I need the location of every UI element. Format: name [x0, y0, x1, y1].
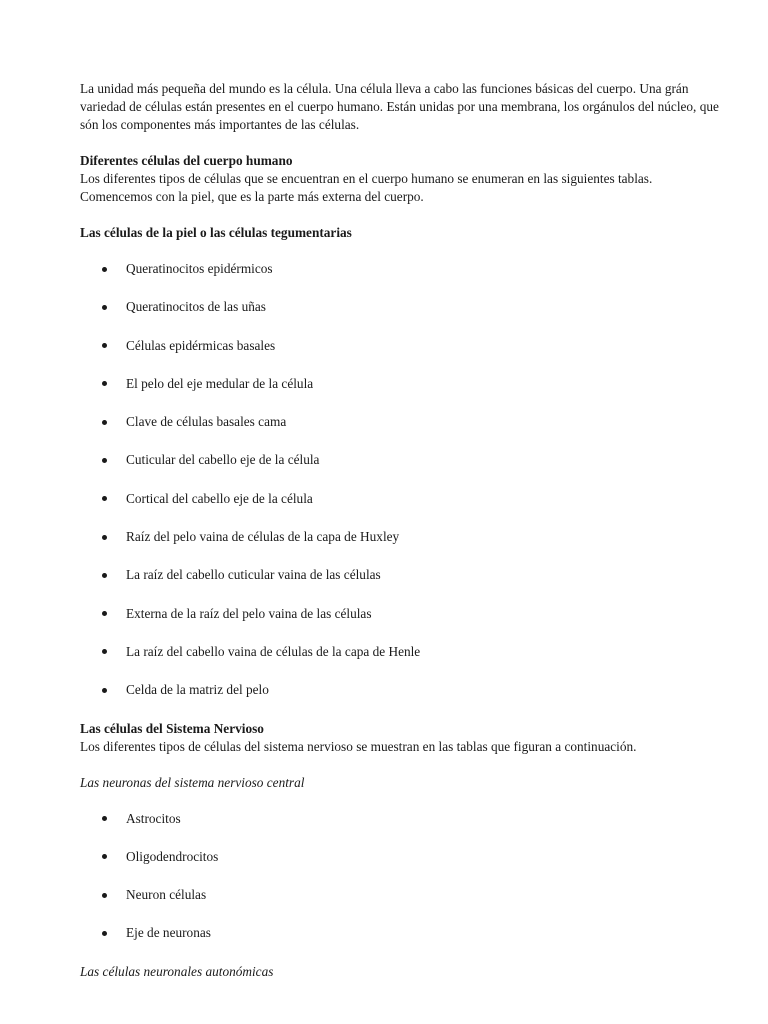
skin-cell-list	[80, 260, 720, 699]
bullet-icon	[102, 573, 107, 578]
list-item: Cuticular del cabello eje de la célula	[80, 451, 720, 469]
bullet-icon	[102, 496, 107, 501]
bullet-icon	[102, 381, 107, 386]
list-item: La raíz del cabello cuticular vaina de las células	[80, 566, 720, 584]
list-item: El pelo del eje medular de la célula	[80, 375, 720, 393]
list-item: Neuron células	[80, 886, 720, 904]
bullet-icon	[102, 458, 107, 463]
list-item: Células epidérmicas basales	[80, 337, 720, 355]
list-item: Cortical del cabello eje de la célula	[80, 490, 720, 508]
cns-cell-list	[80, 810, 720, 943]
list-item: Eje de neuronas	[80, 924, 720, 942]
list-item: La raíz del cabello vaina de células de la capa de Henle	[80, 643, 720, 661]
bullet-icon	[102, 611, 107, 616]
bullet-icon	[102, 305, 107, 310]
list-item: Externa de la raíz del pelo vaina de las células	[80, 605, 720, 623]
list-item: Celda de la matriz del pelo	[80, 681, 720, 699]
nervous-paragraph: Los diferentes tipos de células del sistema nervioso se muestran en las tablas que figuran a continuación.	[80, 738, 637, 754]
list-item: Raíz del pelo vaina de células de la capa de Huxley	[80, 528, 720, 546]
list-item: Oligodendrocitos	[80, 848, 720, 866]
bullet-icon	[102, 420, 107, 425]
list-item: Queratinocitos de las uñas	[80, 298, 720, 316]
intro-paragraph: La unidad más pequeña del mundo es la célula. Una célula lleva a cabo las funciones básicas del cuerpo. Una grán variedad de células están presentes en el cuerpo humano. Están unidas por una membrana, los orgánulos del núcleo, que són los componentes más importantes de las células.	[80, 81, 719, 132]
section-heading-skin: Las células de la piel o las células tegumentarias	[80, 225, 352, 240]
section-heading-nervous: Las células del Sistema Nervioso	[80, 720, 264, 736]
document-page	[80, 80, 720, 999]
subheading-cns: Las neuronas del sistema nervioso central	[80, 774, 305, 790]
bullet-icon	[102, 688, 107, 693]
list-item: Queratinocitos epidérmicos	[80, 260, 720, 278]
bullet-icon	[102, 343, 107, 348]
section-heading-cells: Diferentes células del cuerpo humano	[80, 153, 293, 168]
bullet-icon	[102, 267, 107, 272]
bullet-icon	[102, 649, 107, 654]
subheading-autonomic: Las células neuronales autonómicas	[80, 963, 274, 979]
bullet-icon	[102, 535, 107, 540]
bullet-icon	[102, 854, 107, 859]
bullet-icon	[102, 816, 107, 821]
bullet-icon	[102, 931, 107, 936]
cells-paragraph: Los diferentes tipos de células que se encuentran en el cuerpo humano se enumeran en las siguientes tablas. Comencemos con la piel, que es la parte más externa del cuerpo.	[80, 171, 653, 204]
list-item: Astrocitos	[80, 810, 720, 828]
list-item: Clave de células basales cama	[80, 413, 720, 431]
bullet-icon	[102, 893, 107, 898]
